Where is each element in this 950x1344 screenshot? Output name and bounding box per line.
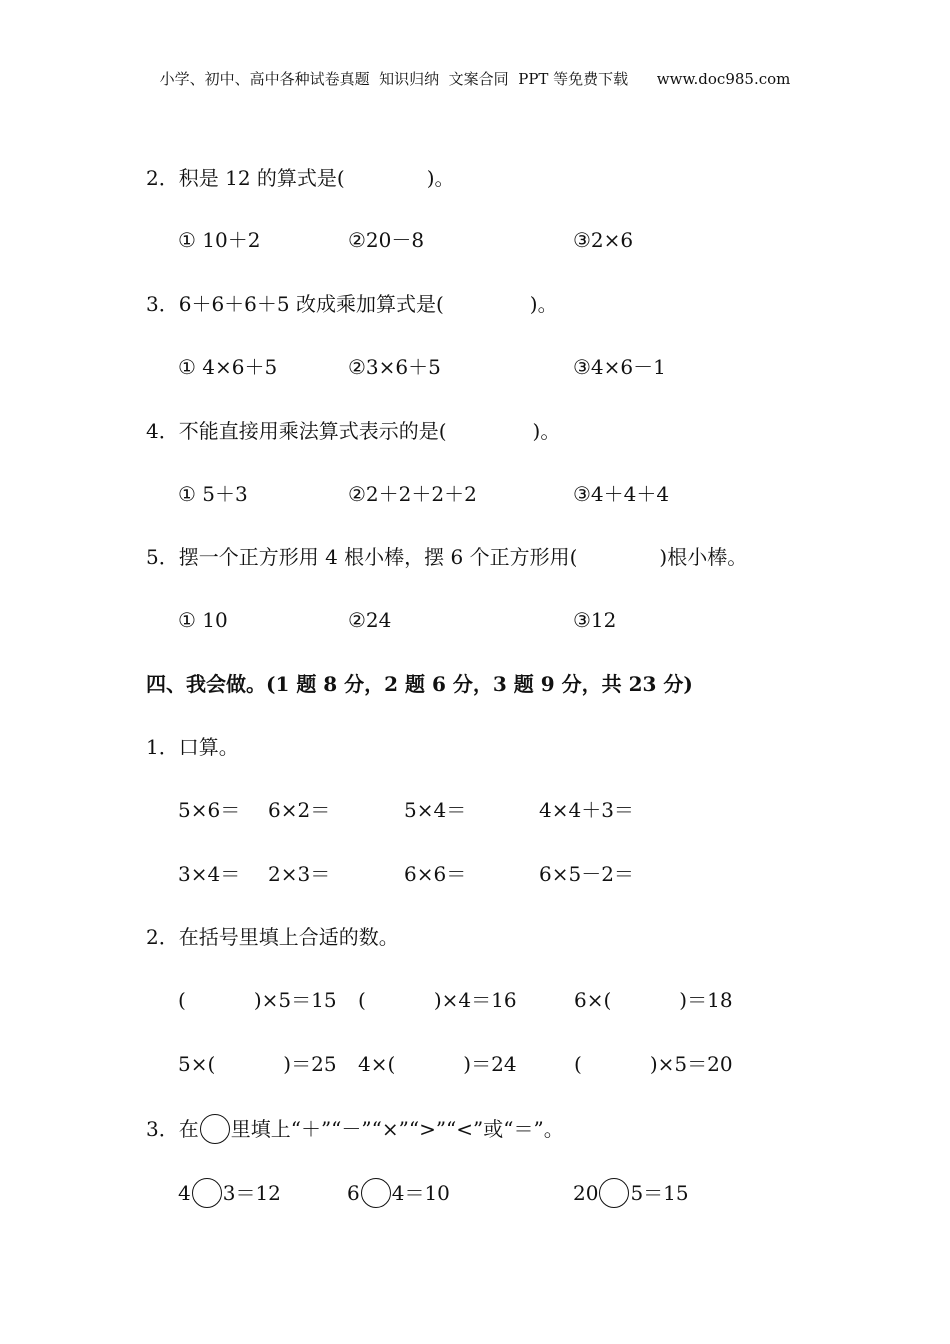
- compare-left: 20: [573, 1181, 599, 1205]
- fill-blank-item: [178, 990, 337, 1010]
- section4-q2-label: 2．在括号里填上合适的数。: [146, 925, 399, 949]
- question-stem-end: )。: [529, 292, 558, 316]
- question-5: [146, 547, 747, 567]
- question-stem: 6＋6＋6＋5 改成乘加算式是(: [178, 292, 444, 316]
- fill-blank-prefix: (: [358, 988, 366, 1012]
- compare-right: 4＝10: [391, 1181, 450, 1205]
- fill-blank-item: [358, 990, 517, 1010]
- option-1: ① 10: [178, 608, 228, 632]
- circle-icon: [200, 1114, 230, 1144]
- option-2: ②20－8: [348, 228, 425, 252]
- compare-right: 5＝15: [630, 1181, 689, 1205]
- option-1: ① 4×6＋5: [178, 355, 278, 379]
- section-title: 四、我会做。(1 题 8 分，2 题 6 分，3 题 9 分，共 23 分): [146, 672, 693, 696]
- mental-math-item: 3×4＝: [178, 862, 241, 886]
- option-3: ③4×6－1: [573, 355, 666, 379]
- option-3: ③12: [573, 608, 617, 632]
- question-number: 3．: [146, 292, 179, 316]
- mental-math-item: 6×6＝: [404, 862, 467, 886]
- option-1: ① 10＋2: [178, 228, 261, 252]
- option-2: ②3×6＋5: [348, 355, 441, 379]
- fill-blank-prefix: (: [574, 1052, 582, 1076]
- question-number: 2．: [146, 166, 179, 190]
- option-2: ②24: [348, 608, 392, 632]
- mental-math-item: 5×6＝: [178, 798, 241, 822]
- compare-left: 4: [178, 1181, 191, 1205]
- question-number: 4．: [146, 419, 179, 443]
- fill-blank-prefix: 6×(: [574, 988, 612, 1012]
- compare-right: 3＝12: [222, 1181, 281, 1205]
- circle-input[interactable]: [192, 1178, 222, 1208]
- fill-blank-item: [574, 1054, 733, 1074]
- fill-blank-item: [358, 1054, 517, 1074]
- compare-item: [347, 1178, 450, 1208]
- section4-q3-label: [146, 1114, 564, 1144]
- fill-blank-item: [178, 1054, 337, 1074]
- fill-blank-suffix: )×5＝15: [253, 988, 337, 1012]
- question-2: [146, 168, 455, 188]
- question-stem: 积是 12 的算式是(: [178, 166, 345, 190]
- question-stem-end: )。: [426, 166, 455, 190]
- fill-blank-suffix: )×4＝16: [433, 988, 517, 1012]
- fill-blank-suffix: )＝18: [679, 988, 733, 1012]
- page-header: 小学、初中、高中各种试卷真题 知识归纳 文案合同 PPT 等免费下载 www.doc985.com: [159, 70, 791, 88]
- circle-input[interactable]: [599, 1178, 629, 1208]
- mental-math-item: 6×5－2＝: [539, 862, 634, 886]
- mental-math-item: 2×3＝: [268, 862, 331, 886]
- question-stem-end: )根小棒。: [659, 545, 748, 569]
- section4-q1-label: 1．口算。: [146, 735, 239, 759]
- fill-blank-suffix: )×5＝20: [649, 1052, 733, 1076]
- option-3: ③4＋4＋4: [573, 482, 670, 506]
- question-stem: 摆一个正方形用 4 根小棒，摆 6 个正方形用(: [178, 545, 578, 569]
- option-3: ③2×6: [573, 228, 634, 252]
- fill-blank-suffix: )＝25: [283, 1052, 337, 1076]
- question-3: [146, 294, 558, 314]
- question-number: 5．: [146, 545, 179, 569]
- mental-math-item: 6×2＝: [268, 798, 331, 822]
- option-2: ②2＋2＋2＋2: [348, 482, 477, 506]
- mental-math-item: 5×4＝: [404, 798, 467, 822]
- fill-blank-item: [574, 990, 733, 1010]
- q3-label-suffix: 里填上“＋”“－”“×”“>”“<”或“＝”。: [230, 1117, 564, 1141]
- mental-math-item: 4×4＋3＝: [539, 798, 634, 822]
- option-1: ① 5＋3: [178, 482, 248, 506]
- fill-blank-prefix: 5×(: [178, 1052, 216, 1076]
- fill-blank-prefix: 4×(: [358, 1052, 396, 1076]
- fill-blank-suffix: )＝24: [463, 1052, 517, 1076]
- compare-item: [178, 1178, 281, 1208]
- compare-left: 6: [347, 1181, 360, 1205]
- circle-input[interactable]: [361, 1178, 391, 1208]
- question-stem-end: )。: [532, 419, 561, 443]
- question-4: [146, 421, 560, 441]
- q3-label-prefix: 3．在: [146, 1117, 199, 1141]
- compare-item: [573, 1178, 689, 1208]
- fill-blank-prefix: (: [178, 988, 186, 1012]
- question-stem: 不能直接用乘法算式表示的是(: [178, 419, 447, 443]
